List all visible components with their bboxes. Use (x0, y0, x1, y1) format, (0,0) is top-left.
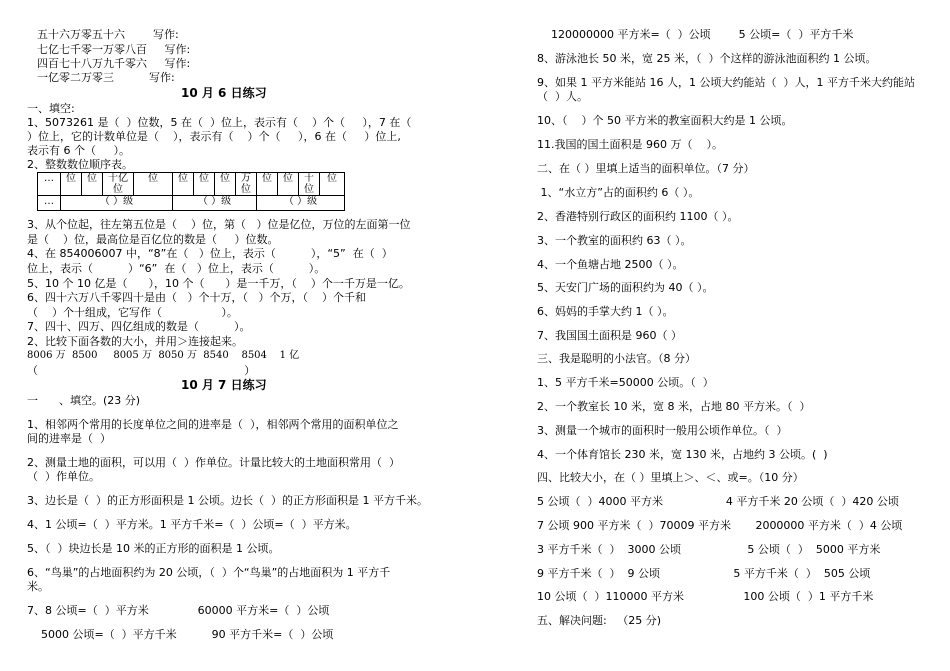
q6-line-1: 6、四十六万八千零四十是由（ ）个十万，（ ）个万，（ ）个千和 (27, 291, 366, 304)
p3: 3、边长是（ ）的正方形面积是 1 公顷。边长（ ）的正方形面积是 1 平方千米。 (27, 494, 428, 507)
q3-line-2: 是（ ）位，最高位是百亿位的数是（ ）位数。 (27, 233, 279, 246)
p7-line-1: 7、8 公顷=（ ）平方米 60000 平方米=（ ）公顷 (27, 604, 330, 617)
d-item-5: 10 公顷（ ）110000 平方米 100 公顷（ ）1 平方千米 (537, 590, 874, 603)
table-cell: 位 (134, 173, 173, 196)
p1-line-1: 1、相邻两个常用的长度单位之间的进率是（ ），相邻两个常用的面积单位之 (27, 418, 399, 431)
b-item-1: 1、“水立方”占的面积约 6（ ）。 (537, 186, 700, 199)
b-item-3: 3、一个教室的面积约 63（ ）。 (537, 234, 692, 247)
q1-line-3: 表示有 6 个（ ）。 (27, 144, 130, 157)
section-compare: 四、比较大小，在（ ）里填上＞、＜、或=。（10 分） (537, 471, 804, 484)
table-cell: … (38, 173, 61, 196)
q4-line-1: 4、在 854006007 中，“8”在（ ）位上，表示（ ），“5” 在（ ） (27, 247, 393, 260)
table-row (38, 196, 345, 211)
d-item-2: 7 公顷 900 平方米（ ）70009 平方米 2000000 平方米（ ）4 公顷 (537, 519, 903, 532)
compare-numbers: 8006 万 8500 8005 万 8050 万 8540 8504 1 亿 (27, 350, 300, 361)
table-cell: 十位 (299, 173, 320, 196)
q1-line-1: 1、5073261 是（ ）位数，5 在（ ）位上，表示有（ ）个（ ），7 在（ (27, 116, 412, 129)
q4-line-2: 位上，表示（ ）“6” 在（ ）位上，表示（ ）。 (27, 262, 326, 275)
r-q10: 10、（ ）个 50 平方米的教室面积大约是 1 公顷。 (537, 114, 793, 127)
table-cell: 位 (278, 173, 299, 196)
c-item-4: 4、一个体育馆长 230 米，宽 130 米，占地约 3 公顷。( ) (537, 448, 828, 461)
section-fill-in: 一、填空: (27, 102, 75, 115)
r-q9-line-2: （ ）人。 (537, 90, 588, 103)
table-row (38, 173, 345, 196)
r-q11: 11.我国的国土面积是 960 万（ ）。 (537, 138, 723, 151)
table-cell: 位 (257, 173, 278, 196)
p5: 5、（ ）块边长是 10 米的正方形的面积是 1 公顷。 (27, 542, 280, 555)
table-cell: 位 (215, 173, 236, 196)
table-cell: 万位 (236, 173, 257, 196)
q1-line-2: ）位上，它的计数单位是（ ），表示有（ ）个（ ），6 在（ ）位上, (27, 130, 401, 143)
compare-heading: 2、比较下面各数的大小，并用＞连接起来。 (27, 335, 243, 348)
r-conversion-line: 120000000 平方米=（ ）公顷 5 公顷=（ ）平方千米 (537, 28, 854, 41)
table-cell: 十亿位 (103, 173, 134, 196)
place-value-table (37, 172, 345, 211)
p6-line-2: 米。 (27, 580, 49, 593)
p2-line-2: （ ）作单位。 (27, 470, 100, 483)
d-item-4: 9 平方千米（ ） 9 公顷 5 平方千米（ ） 505 公顷 (537, 567, 871, 580)
c-item-3: 3、测量一个城市的面积时一般用公顷作单位。（ ） (537, 424, 788, 437)
write-line-1: 五十六万零五十六 写作: (37, 28, 179, 41)
table-cell: 位 (320, 173, 345, 196)
q3-line-1: 3、从个位起，往左第五位是（ ）位，第（ ）位是亿位，万位的左面第一位 (27, 218, 411, 231)
table-cell: 位 (82, 173, 103, 196)
table-cell: （ ）级 (173, 196, 257, 211)
section-judge: 三、我是聪明的小法官。（8 分） (537, 352, 696, 365)
section-fill-in-2: 一 、填空。(23 分) (27, 394, 141, 407)
table-cell: 位 (194, 173, 215, 196)
p1-line-2: 间的进率是（ ） (27, 432, 111, 445)
section-area-units: 二、在（ ）里填上适当的面积单位。（7 分） (537, 162, 755, 175)
q2-heading: 2、整数数位顺序表。 (27, 158, 133, 171)
table-cell: （ ）级 (257, 196, 345, 211)
b-item-4: 4、一个鱼塘占地 2500（ ）。 (537, 258, 684, 271)
q7: 7、四十、四万、四亿组成的数是（ ）。 (27, 320, 251, 333)
title-oct7: 10 月 7 日练习 (181, 378, 267, 392)
q5: 5、10 个 10 亿是（ ），10 个（ ）是一千万，（ ）个一千万是一亿。 (27, 277, 410, 290)
p2-line-1: 2、测量土地的面积，可以用（ ）作单位。计量比较大的土地面积常用（ ） (27, 456, 400, 469)
b-item-5: 5、天安门广场的面积约为 40（ ）。 (537, 281, 714, 294)
q6-line-2: （ ）个十组成，它写作（ ）。 (27, 306, 238, 319)
write-line-4: 一亿零二万零三 写作: (37, 71, 175, 84)
title-oct6: 10 月 6 日练习 (181, 86, 267, 100)
c-item-1: 1、5 平方千米=50000 公顷。（ ） (537, 376, 714, 389)
r-q9-line-1: 9、如果 1 平方米能站 16 人，1 公顷大约能站（ ）人，1 平方千米大约能站 (537, 76, 915, 89)
r-q8: 8、游泳池长 50 米，宽 25 米，（ ）个这样的游泳池面积约 1 公顷。 (537, 52, 877, 65)
write-line-2: 七亿七千零一万零八百 写作: (37, 43, 191, 56)
d-item-3: 3 平方千米（ ） 3000 公顷 5 公顷（ ） 5000 平方米 (537, 543, 881, 556)
table-cell: … (38, 196, 61, 211)
d-item-1: 5 公顷（ ）4000 平方米 4 平方千米 20 公顷（ ）420 公顷 (537, 495, 899, 508)
c-item-2: 2、一个教室长 10 米，宽 8 米，占地 80 平方米。（ ） (537, 400, 811, 413)
p4: 4、1 公顷=（ ）平方米。1 平方千米=（ ）公顷=（ ）平方米。 (27, 518, 357, 531)
write-line-3: 四百七十八万九千零六 写作: (37, 57, 191, 70)
b-item-2: 2、香港特别行政区的面积约 1100（ ）。 (537, 210, 739, 223)
b-item-7: 7、我国国土面积是 960（ ） (537, 329, 682, 342)
table-cell: 位 (173, 173, 194, 196)
compare-answer: （ ） (27, 364, 256, 377)
p7-line-2: 5000 公顷=（ ）平方千米 90 平方千米=（ ）公顷 (27, 628, 334, 641)
table-cell: （ ）级 (61, 196, 173, 211)
table-cell: 位 (61, 173, 82, 196)
p6-line-1: 6、“鸟巢”的占地面积约为 20 公顷，（ ）个“鸟巢”的占地面积为 1 平方千 (27, 566, 391, 579)
section-solve: 五、解决问题: （25 分) (537, 614, 661, 627)
b-item-6: 6、妈妈的手掌大约 1（ ）。 (537, 305, 674, 318)
